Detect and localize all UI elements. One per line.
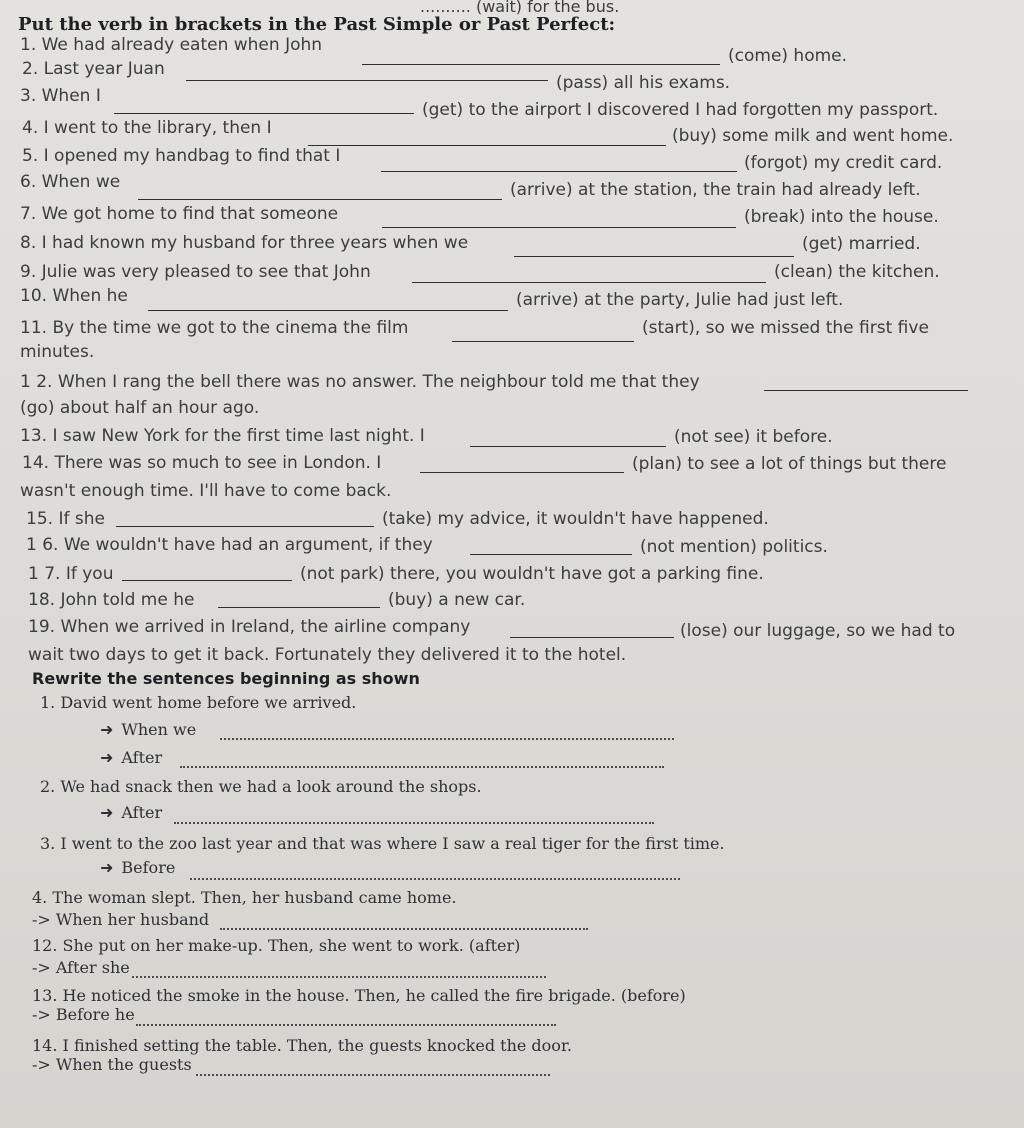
question-3-verb: (get) to the airport I discovered I had forgotten my passport. [422,100,939,120]
question-13-verb: (not see) it before. [674,427,833,447]
question-9-prompt: 9. Julie was very pleased to see that John [20,262,371,282]
rewrite-14-prompt: 14. I finished setting the table. Then, the guests knocked the door. [32,1036,572,1055]
rewrite-3a-label: Before [121,858,176,877]
rewrite-1a-answer-line[interactable] [220,738,674,740]
question-19-continuation: wait two days to get it back. Fortunately they delivered it to the hotel. [28,645,627,665]
question-16-verb: (not mention) politics. [640,537,828,557]
question-12-continuation: (go) about half an hour ago. [20,398,260,418]
rewrite-1a-label: When we [121,720,197,739]
arrow-icon: ➜ [100,720,114,739]
answer-blank-15[interactable] [116,526,374,527]
question-7-verb: (break) into the house. [744,207,939,227]
question-4-verb: (buy) some milk and went home. [672,126,954,146]
section-title-rewrite: Rewrite the sentences beginning as shown [32,669,420,688]
answer-blank-1[interactable] [362,64,720,65]
rewrite-2a-answer-line[interactable] [174,822,654,824]
answer-blank-14[interactable] [420,472,624,473]
question-17-verb: (not park) there, you wouldn't have got a parking fine. [300,564,764,584]
question-11-continuation: minutes. [20,342,95,362]
answer-blank-6[interactable] [138,199,502,200]
rewrite-1b-label: After [121,748,163,767]
question-4-prompt: 4. I went to the library, then I [22,118,272,138]
question-8-verb: (get) married. [802,234,921,254]
answer-blank-3[interactable] [114,113,414,114]
question-15-prompt: 15. If she [26,509,105,529]
question-11-prompt: 11. By the time we got to the cinema the film [20,318,409,338]
question-19-prompt: 19. When we arrived in Ireland, the airline company [28,617,471,637]
rewrite-14a-answer-line[interactable] [196,1074,550,1076]
rewrite-3a-start [100,858,175,878]
rewrite-12a-start: -> After she [32,958,130,977]
question-19-verb: (lose) our luggage, so we had to [680,621,956,641]
question-18-prompt: 18. John told me he [28,590,195,610]
question-9-verb: (clean) the kitchen. [774,262,940,282]
answer-blank-19[interactable] [510,637,674,638]
answer-blank-8[interactable] [514,256,794,257]
rewrite-13a-answer-line[interactable] [136,1024,556,1026]
question-6-verb: (arrive) at the station, the train had already left. [510,180,921,200]
answer-blank-13[interactable] [470,446,666,447]
question-18-verb: (buy) a new car. [388,590,526,610]
question-10-verb: (arrive) at the party, Julie had just left. [516,290,844,310]
question-3-prompt: 3. When I [20,86,101,106]
rewrite-1b-start [100,748,162,768]
answer-blank-11[interactable] [452,341,634,342]
answer-blank-17[interactable] [122,580,292,581]
page-title: Put the verb in brackets in the Past Simple or Past Perfect: [18,14,616,35]
question-8-prompt: 8. I had known my husband for three years when we [20,233,469,253]
answer-blank-18[interactable] [218,607,380,608]
rewrite-4-prompt: 4. The woman slept. Then, her husband came home. [32,888,457,907]
question-15-verb: (take) my advice, it wouldn't have happened. [382,509,769,529]
question-14-continuation: wasn't enough time. I'll have to come back. [20,481,392,501]
answer-blank-5[interactable] [381,171,737,172]
question-5-verb: (forgot) my credit card. [744,153,943,173]
question-7-prompt: 7. We got home to find that someone [20,204,339,224]
answer-blank-7[interactable] [382,227,736,228]
question-1-prompt: 1. We had already eaten when John [20,35,323,55]
top-fragment: .......... (wait) for the bus. [420,0,620,16]
rewrite-2a-label: After [121,803,163,822]
rewrite-1a-start [100,720,196,740]
question-17-prompt: 1 7. If you [28,564,114,584]
rewrite-12-prompt: 12. She put on her make-up. Then, she went to work. (after) [32,936,521,955]
answer-blank-2[interactable] [186,80,548,81]
arrow-icon: ➜ [100,803,114,822]
rewrite-3-prompt: 3. I went to the zoo last year and that was where I saw a real tiger for the first time. [40,834,725,853]
answer-blank-12[interactable] [764,390,968,391]
question-11-verb: (start), so we missed the first five [642,318,929,338]
rewrite-4a-start: -> When her husband [32,910,210,929]
question-2-prompt: 2. Last year Juan [22,59,165,79]
question-14-prompt: 14. There was so much to see in London. I [22,453,382,473]
question-14-verb: (plan) to see a lot of things but there [632,454,947,474]
answer-blank-16[interactable] [470,554,632,555]
rewrite-2-prompt: 2. We had snack then we had a look around the shops. [40,777,482,796]
rewrite-13a-start: -> Before he [32,1005,135,1024]
arrow-icon: ➜ [100,748,114,767]
rewrite-13-prompt: 13. He noticed the smoke in the house. Then, he called the fire brigade. (before) [32,986,686,1005]
question-13-prompt: 13. I saw New York for the first time last night. I [20,426,425,446]
rewrite-4a-answer-line[interactable] [220,928,588,930]
answer-blank-9[interactable] [412,282,766,283]
question-12-prompt: 1 2. When I rang the bell there was no answer. The neighbour told me that they [20,372,700,392]
question-6-prompt: 6. When we [20,172,121,192]
answer-blank-10[interactable] [148,310,508,311]
answer-blank-4[interactable] [308,145,666,146]
rewrite-14a-start: -> When the guests [32,1055,192,1074]
question-1-verb: (come) home. [728,46,848,66]
rewrite-2a-start [100,803,162,823]
question-5-prompt: 5. I opened my handbag to find that I [22,146,341,166]
question-16-prompt: 1 6. We wouldn't have had an argument, if they [26,535,433,555]
question-2-verb: (pass) all his exams. [556,73,731,93]
rewrite-3a-answer-line[interactable] [190,878,680,880]
rewrite-1b-answer-line[interactable] [180,766,664,768]
question-10-prompt: 10. When he [20,286,128,306]
arrow-icon: ➜ [100,858,114,877]
rewrite-12a-answer-line[interactable] [132,976,546,978]
rewrite-1-prompt: 1. David went home before we arrived. [40,693,357,712]
